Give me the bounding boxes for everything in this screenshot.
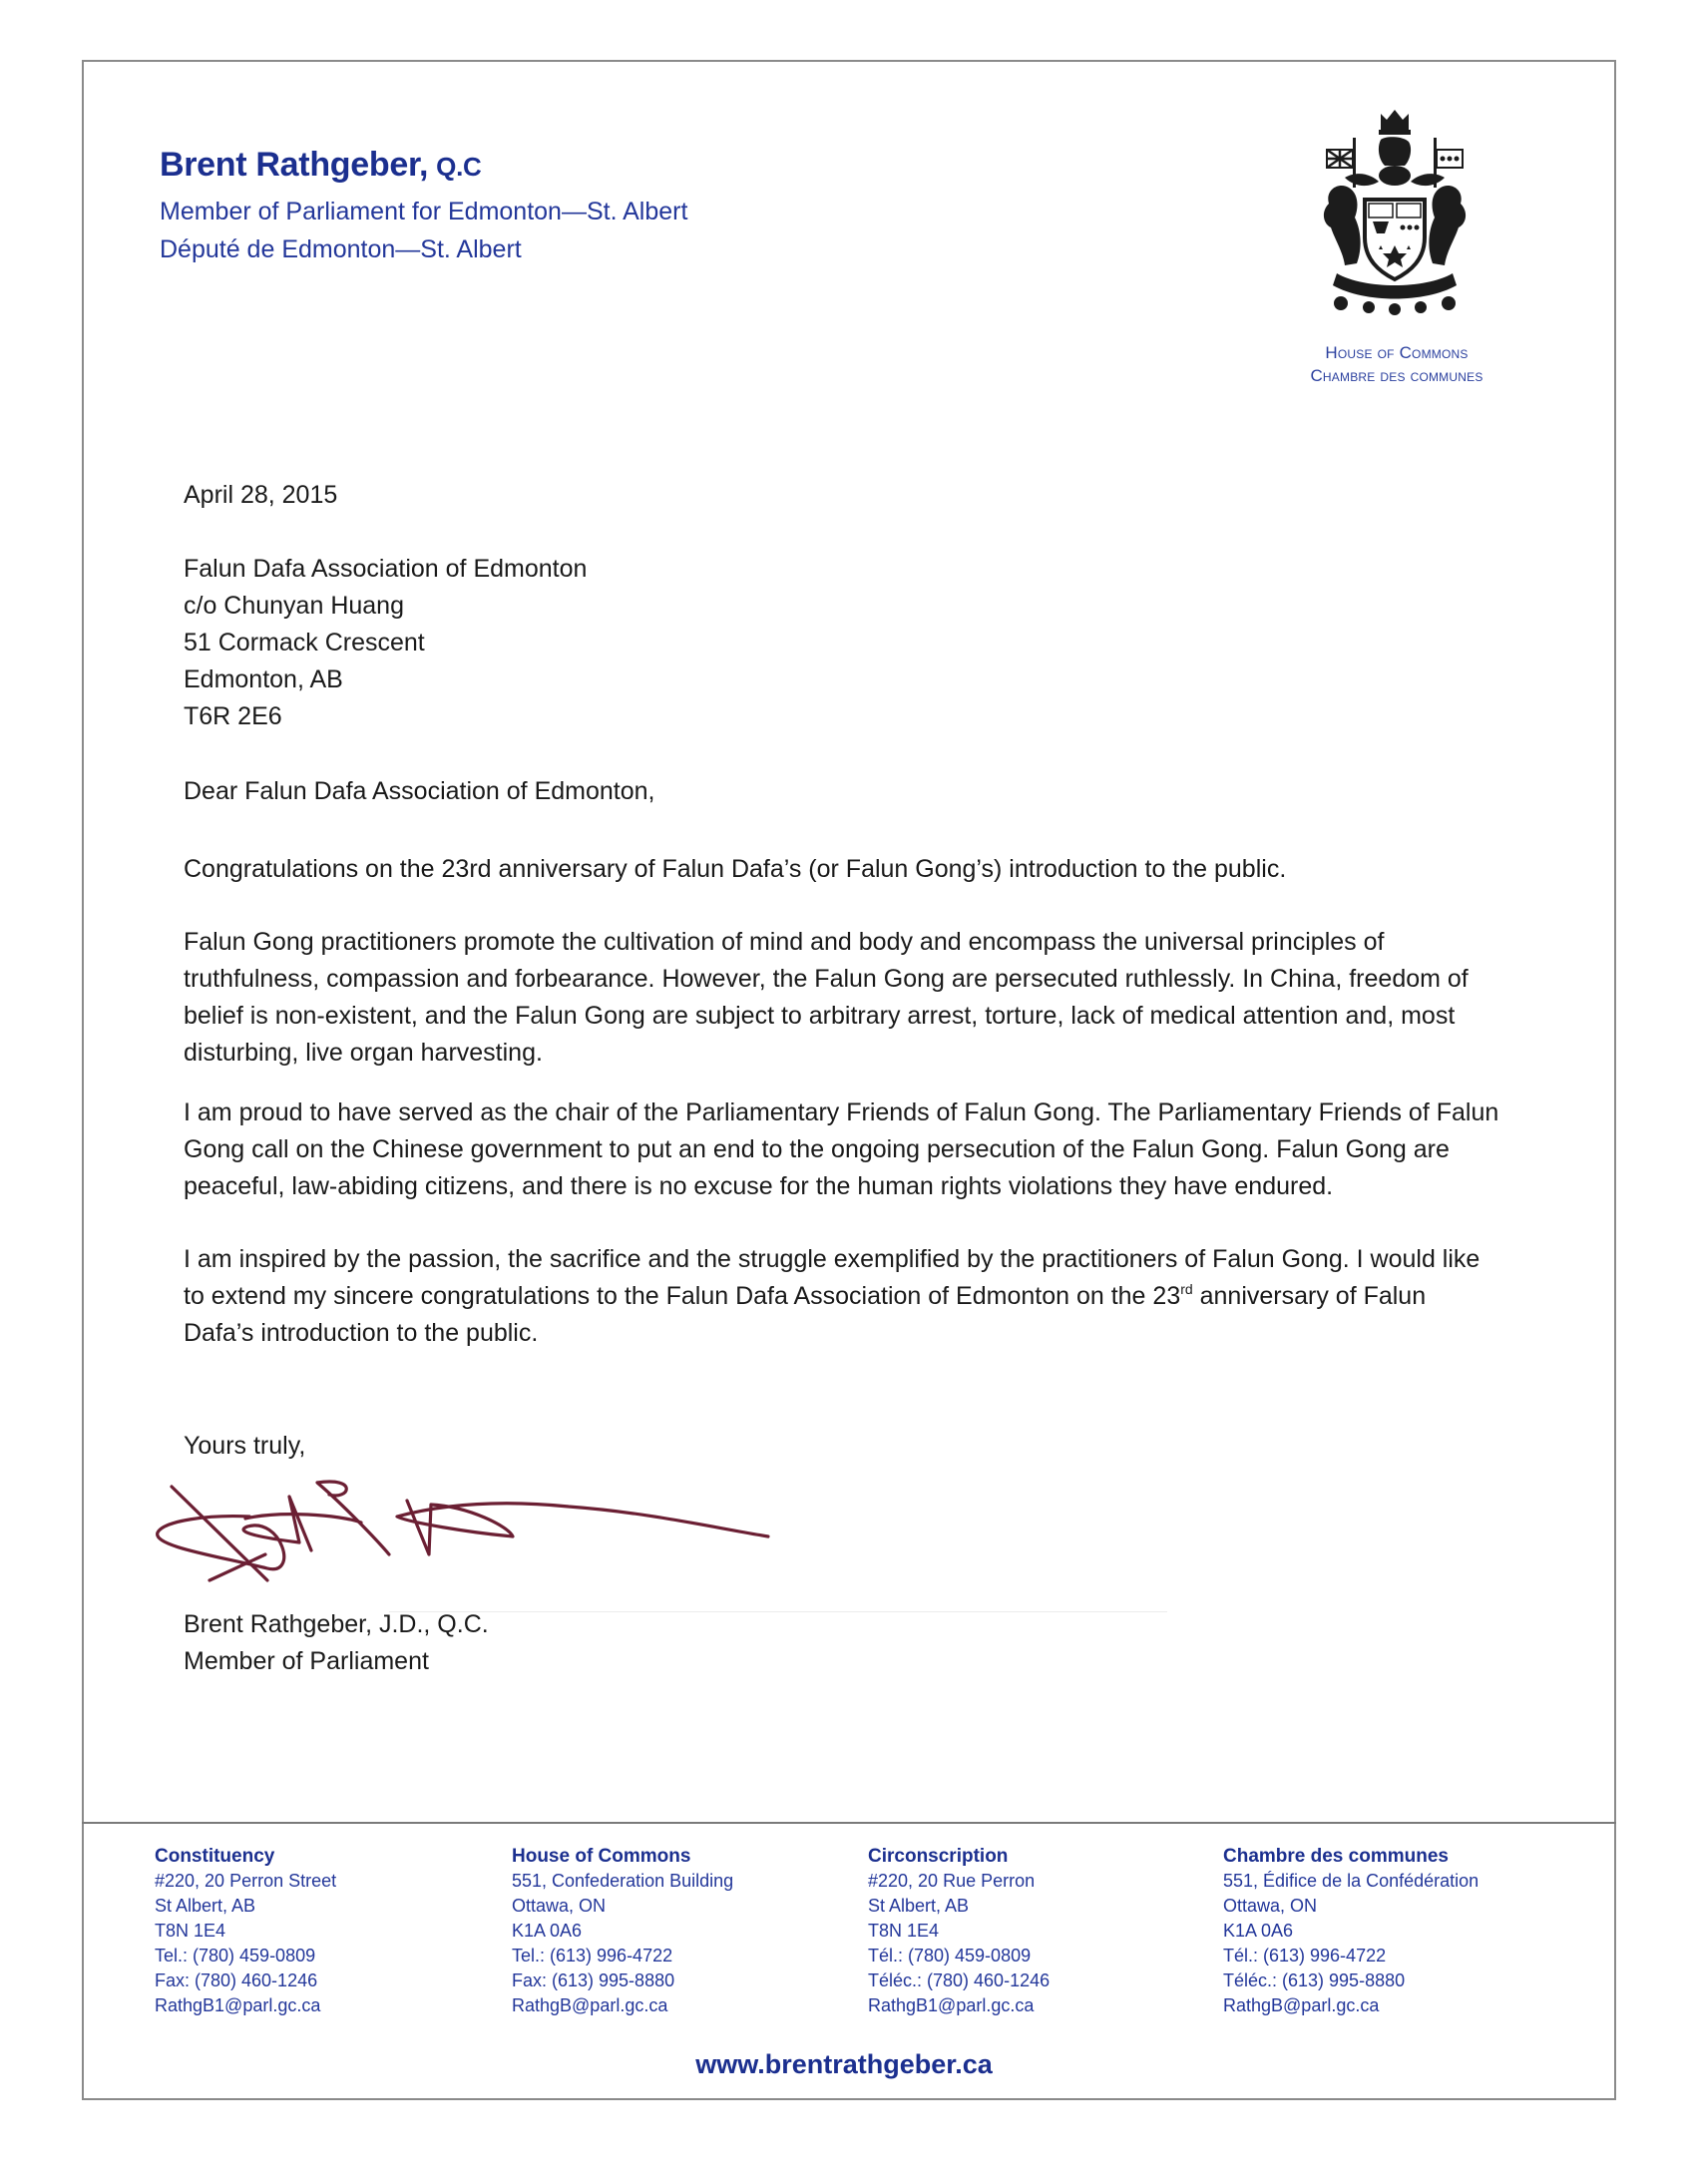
footer-column-circonscription (868, 1844, 1050, 2018)
footer-heading: Chambre des communes (1223, 1846, 1449, 1867)
handwritten-signature-icon (150, 1477, 1008, 1626)
letterhead-name (160, 146, 481, 185)
letter-date: April 28, 2015 (184, 481, 338, 509)
footer-line: T8N 1E4 (868, 1921, 940, 1941)
footer-phone: Tel.: (780) 459-0809 (155, 1946, 316, 1966)
body-paragraph: I am proud to have served as the chair of the Parliamentary Friends of Falun Gong. The Parliamentary Friends of Falun Gong call on the Chinese government to put an end to the ongoing persecution of the Falun Gong. Falun Gong are peaceful, law-abiding citizens, and there is no excuse for the human rights violations they have endured. (184, 1098, 1499, 1200)
signature-line (389, 1611, 1167, 1612)
final-paragraph-text: I am inspired by the passion, the sacrifice and the struggle exemplified by the practitioners of Falun Gong. I would like to extend my sincere congratulations to the Falun Dafa Association of Edmonton on the 23 (184, 1245, 1480, 1310)
recipient-line: T6R 2E6 (184, 702, 282, 730)
recipient-address (184, 551, 587, 735)
recipient-line: 51 Cormack Crescent (184, 629, 425, 656)
letterhead-title-en: Member of Parliament for Edmonton—St. Albert (160, 198, 688, 225)
footer-line: 551, Confederation Building (512, 1871, 734, 1891)
footer-line: T8N 1E4 (155, 1921, 226, 1941)
footer-heading: House of Commons (512, 1846, 691, 1867)
mp-name-suffix: Q.C (436, 152, 482, 182)
footer-email-link[interactable]: RathgB1@parl.gc.ca (155, 1995, 321, 2015)
signatory-name: Brent Rathgeber, J.D., Q.C. (184, 1610, 489, 1638)
recipient-line: Edmonton, AB (184, 665, 343, 693)
footer-fax: Fax: (613) 995-8880 (512, 1970, 675, 1990)
footer-email-link[interactable]: RathgB@parl.gc.ca (512, 1995, 668, 2015)
footer-fax: Téléc.: (780) 460-1246 (868, 1970, 1051, 1990)
footer-fax: Fax: (780) 460-1246 (155, 1970, 318, 1990)
signatory-title: Member of Parliament (184, 1647, 429, 1675)
footer-column-constituency (155, 1844, 336, 2018)
footer-fax: Téléc.: (613) 995-8880 (1223, 1970, 1406, 1990)
footer-heading: Circonscription (868, 1846, 1009, 1867)
footer-line: St Albert, AB (868, 1896, 970, 1916)
ordinal-superscript: rd (1180, 1281, 1193, 1297)
footer-email-link[interactable]: RathgB1@parl.gc.ca (868, 1995, 1035, 2015)
body-paragraph-final (184, 1241, 1500, 1352)
footer-line: K1A 0A6 (1223, 1921, 1294, 1941)
final-paragraph-text: anniversary of Falun Dafa’s introduction to the public. (184, 1282, 1427, 1347)
website-link[interactable]: www.brentrathgeber.ca (695, 2049, 993, 2079)
body-paragraph: Falun Gong practitioners promote the cultivation of mind and body and encompass the universal principles of truthfulness, compassion and forbearance. However, the Falun Gong are persecuted ruthlessly. In China, freedom of belief is non-existent, and the Falun Gong are subject to arbitrary arrest, torture, lack of medical attention and, most disturbing, live organ harvesting. (184, 928, 1469, 1067)
footer-line: K1A 0A6 (512, 1921, 583, 1941)
footer-line: #220, 20 Perron Street (155, 1871, 337, 1891)
closing: Yours truly, (184, 1432, 306, 1460)
mp-name: Brent Rathgeber, (160, 146, 429, 184)
footer-column-house-of-commons (512, 1844, 733, 2018)
footer-phone: Tel.: (613) 996-4722 (512, 1946, 673, 1966)
footer-line: 551, Édifice de la Confédération (1223, 1871, 1479, 1891)
footer-divider (82, 1822, 1616, 1824)
footer-line: #220, 20 Rue Perron (868, 1871, 1036, 1891)
footer-line: Ottawa, ON (1223, 1896, 1318, 1916)
footer-line: Ottawa, ON (512, 1896, 607, 1916)
recipient-line: Falun Dafa Association of Edmonton (184, 555, 588, 583)
institution-name-fr: Chambre des communes (1310, 366, 1483, 385)
signatory-block (184, 1606, 489, 1680)
body-paragraph: Congratulations on the 23rd anniversary of Falun Dafa’s (or Falun Gong’s) introduction to the public. (184, 855, 1287, 883)
canadian-coat-of-arms-icon (1315, 108, 1475, 317)
letterhead-title-fr: Député de Edmonton—St. Albert (160, 235, 522, 263)
footer-column-chambre-des-communes (1223, 1844, 1478, 2018)
footer-phone: Tél.: (780) 459-0809 (868, 1946, 1032, 1966)
institution-name-en: House of Commons (1325, 343, 1469, 362)
salutation: Dear Falun Dafa Association of Edmonton, (184, 777, 655, 805)
footer-heading: Constituency (155, 1846, 275, 1867)
recipient-line: c/o Chunyan Huang (184, 592, 404, 620)
footer-line: St Albert, AB (155, 1896, 256, 1916)
footer-email-link[interactable]: RathgB@parl.gc.ca (1223, 1995, 1380, 2015)
footer-phone: Tél.: (613) 996-4722 (1223, 1946, 1387, 1966)
